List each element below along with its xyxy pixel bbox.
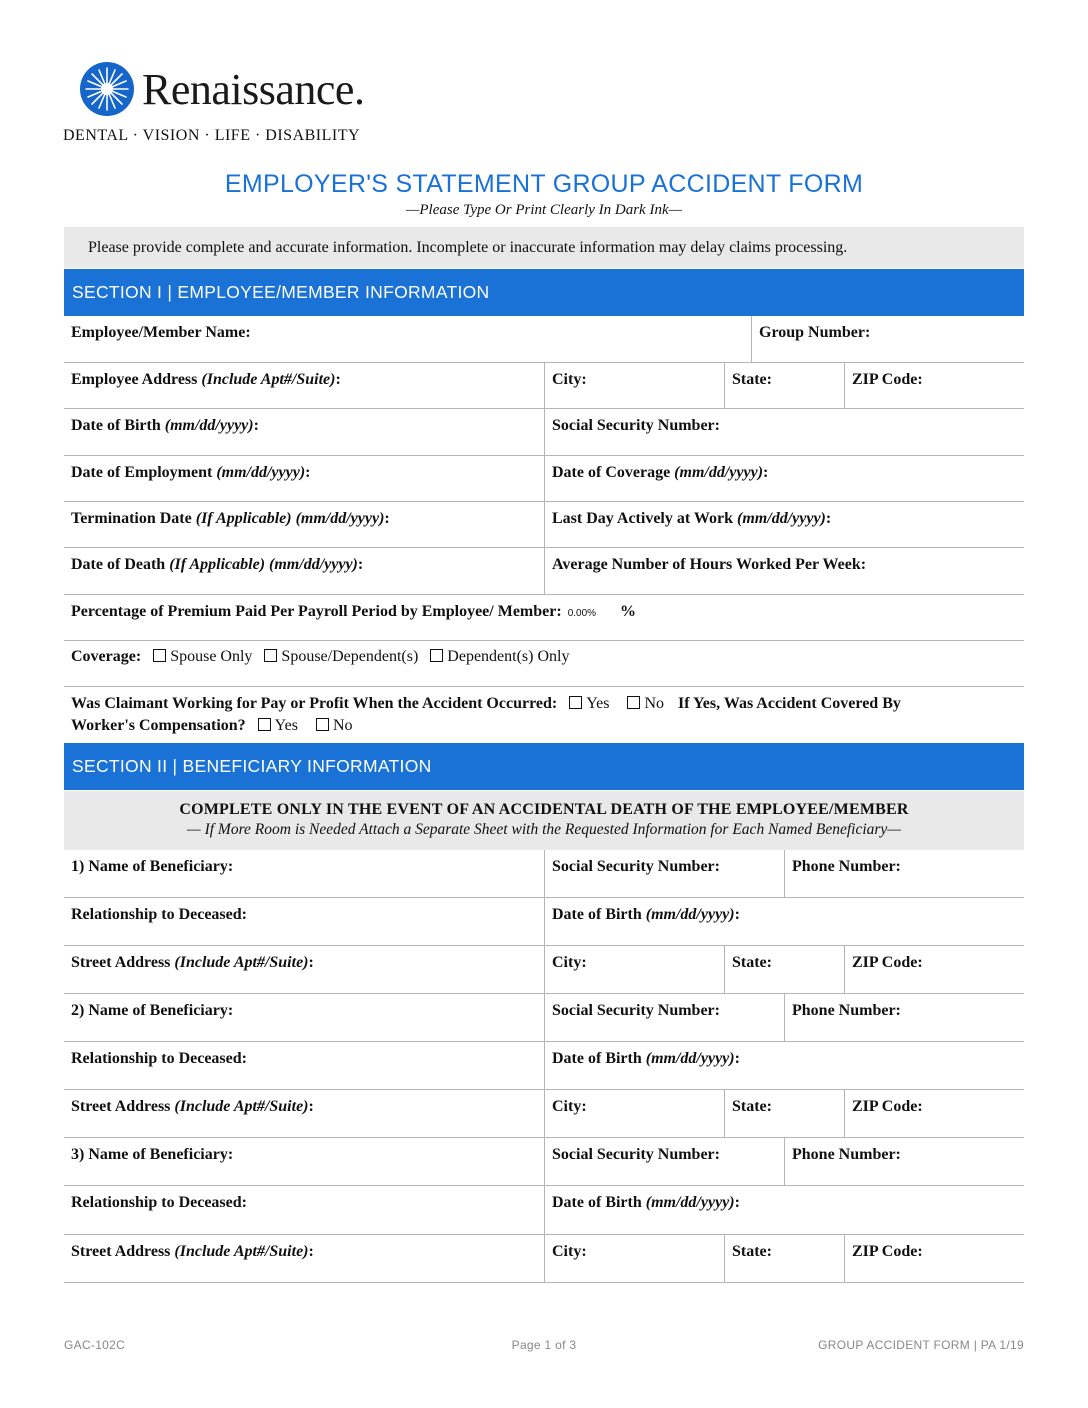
last-day-worked-field[interactable]: Last Day Actively at Work (mm/dd/yyyy): (544, 502, 1024, 547)
form-row-working (64, 687, 1024, 742)
checkbox-dependents-only[interactable] (430, 649, 443, 662)
beneficiary-1-street-field[interactable]: Street Address (Include Apt#/Suite): (71, 954, 314, 971)
instructions-notice: Please provide complete and accurate information. Incomplete or inaccurate information may delay claims processing. (64, 227, 1024, 268)
tagline: DENTAL · VISION · LIFE · DISABILITY (63, 127, 361, 144)
field-label: Average Number of Hours Worked Per Week: (552, 556, 867, 573)
field-hint: (Include Apt#/Suite) (174, 1098, 309, 1115)
company-logo (80, 62, 364, 116)
field-label: Social Security Number: (552, 1146, 720, 1163)
field-label: Date of Employment (71, 464, 213, 481)
field-hint: (Include Apt#/Suite) (174, 954, 309, 971)
page-title: EMPLOYER'S STATEMENT GROUP ACCIDENT FORM (224, 170, 864, 198)
form-row-death (64, 548, 1024, 595)
field-label: Relationship to Deceased: (71, 1050, 247, 1067)
field-label: Street Address (71, 1243, 171, 1260)
field-hint: (Include Apt#/Suite) (174, 1243, 309, 1260)
note-heading: COMPLETE ONLY IN THE EVENT OF AN ACCIDENTAL DEATH OF THE EMPLOYEE/MEMBER (179, 801, 909, 818)
beneficiary-2-name-field[interactable] (64, 994, 544, 1041)
field-label: Worker's Compensation? (71, 717, 246, 734)
field-label: If Yes, Was Accident Covered By (678, 695, 901, 712)
field-label: State: (732, 1098, 772, 1115)
section-2-header: SECTION II | BENEFICIARY INFORMATION (64, 743, 1024, 790)
option-label: Dependent(s) Only (447, 648, 570, 665)
beneficiary-3-phone-field[interactable] (784, 1138, 1024, 1185)
beneficiary-3-zip-field[interactable] (844, 1235, 1024, 1282)
field-label: Group Number: (759, 324, 871, 341)
beneficiary-2-zip-field[interactable] (844, 1090, 1024, 1137)
beneficiary-1-phone-field[interactable] (784, 850, 1024, 897)
beneficiary-1-row-address (64, 946, 1024, 994)
field-hint: (mm/dd/yyyy) (737, 510, 826, 527)
beneficiary-1-relationship-field[interactable] (64, 898, 544, 945)
field-label: Relationship to Deceased: (71, 906, 247, 923)
city-field[interactable] (544, 363, 724, 408)
field-label: City: (552, 371, 587, 388)
field-label: City: (552, 1098, 587, 1115)
field-label: Termination Date (71, 510, 192, 527)
field-hint: (mm/dd/yyyy) (645, 906, 735, 923)
beneficiary-2-relationship-field[interactable] (64, 1042, 544, 1089)
working-question (64, 687, 1024, 742)
employee-address-field[interactable]: Employee Address (Include Apt#/Suite): (71, 371, 341, 388)
checkbox-working-no[interactable] (627, 696, 640, 709)
beneficiary-2-phone-field[interactable] (784, 994, 1024, 1041)
beneficiary-3-relationship-field[interactable] (64, 1186, 544, 1234)
state-field[interactable] (724, 363, 844, 408)
field-label: Date of Birth (71, 417, 161, 434)
beneficiary-1-ssn-field[interactable] (544, 850, 784, 897)
field-label: Date of Birth (552, 1194, 642, 1211)
field-label: 1) Name of Beneficiary: (71, 858, 234, 875)
beneficiary-3-name-field[interactable] (64, 1138, 544, 1185)
percent-sign: % (620, 603, 637, 620)
checkbox-spouse-only[interactable] (153, 649, 166, 662)
beneficiary-3-ssn-field[interactable] (544, 1138, 784, 1185)
note-subtext: — If More Room is Needed Attach a Separate Sheet with the Requested Information for Each Named Beneficiary— (186, 821, 902, 838)
field-label: ZIP Code: (852, 954, 923, 971)
logo-wordmark: Renaissance. (142, 64, 365, 114)
zip-field[interactable] (844, 363, 1024, 408)
field-hint: (Include Apt#/Suite) (201, 371, 336, 388)
coverage-options (64, 641, 1024, 686)
hours-worked-field[interactable] (544, 548, 1024, 594)
beneficiary-2-street-field[interactable]: Street Address (Include Apt#/Suite): (71, 1098, 314, 1115)
field-hint: (mm/dd/yyyy) (645, 1050, 735, 1067)
field-label: Phone Number: (792, 858, 901, 875)
footer-form-code: GAC-102C (64, 1338, 126, 1352)
beneficiary-1-row-relationship (64, 898, 1024, 946)
beneficiary-2-row-name (64, 994, 1024, 1042)
field-label: Phone Number: (792, 1002, 901, 1019)
beneficiary-3-dob-field[interactable]: Date of Birth (mm/dd/yyyy): (544, 1186, 1024, 1234)
checkbox-working-yes[interactable] (569, 696, 582, 709)
page-subtitle: —Please Type Or Print Clearly In Dark Ink— (406, 202, 682, 218)
field-label: State: (732, 954, 772, 971)
field-label: Employee/Member Name: (71, 324, 251, 341)
beneficiary-2-row-relationship (64, 1042, 1024, 1090)
beneficiary-3-street-field[interactable]: Street Address (Include Apt#/Suite): (71, 1243, 314, 1260)
field-label: Street Address (71, 954, 171, 971)
field-hint: (mm/dd/yyyy) (674, 464, 764, 481)
beneficiary-3-state-field[interactable] (724, 1235, 844, 1282)
field-hint: (mm/dd/yyyy) (216, 464, 306, 481)
sunburst-icon (80, 62, 134, 116)
field-label: Social Security Number: (552, 417, 720, 434)
field-label: Employee Address (71, 371, 198, 388)
premium-percentage-field[interactable] (64, 595, 1024, 640)
field-label: Street Address (71, 1098, 171, 1115)
date-of-employment-field[interactable]: Date of Employment (mm/dd/yyyy): (71, 464, 311, 481)
beneficiary-1-dob-field[interactable]: Date of Birth (mm/dd/yyyy): (544, 898, 1024, 945)
beneficiary-2-row-address (64, 1090, 1024, 1138)
field-label: ZIP Code: (852, 1243, 923, 1260)
field-label: 2) Name of Beneficiary: (71, 1002, 234, 1019)
field-label: Date of Birth (552, 1050, 642, 1067)
beneficiary-1-row-name (64, 850, 1024, 898)
beneficiary-2-state-field[interactable] (724, 1090, 844, 1137)
group-number-field[interactable] (751, 316, 1024, 362)
field-label: State: (732, 1243, 772, 1260)
beneficiary-3-row-relationship (64, 1186, 1024, 1235)
field-label: ZIP Code: (852, 1098, 923, 1115)
field-label: Date of Birth (552, 906, 642, 923)
beneficiary-1-zip-field[interactable] (844, 946, 1024, 993)
ssn-field[interactable] (544, 409, 1024, 455)
beneficiary-3-row-address (64, 1235, 1024, 1283)
option-label: Spouse Only (170, 648, 253, 665)
field-label: ZIP Code: (852, 371, 923, 388)
field-label: City: (552, 954, 587, 971)
form-row-coverage (64, 641, 1024, 687)
option-label: No (332, 717, 353, 734)
form-row-premium (64, 595, 1024, 641)
premium-value[interactable]: 0.00% (567, 608, 597, 619)
field-label: Was Claimant Working for Pay or Profit When the Accident Occurred: (71, 695, 558, 712)
footer-form-id: GROUP ACCIDENT FORM | PA 1/19 (818, 1338, 1024, 1352)
form-row-employment (64, 456, 1024, 502)
field-hint: (If Applicable) (mm/dd/yyyy) (169, 556, 358, 573)
field-label: Date of Death (71, 556, 166, 573)
form-row-name (64, 316, 1024, 363)
beneficiary-3-row-name (64, 1138, 1024, 1186)
field-hint: (mm/dd/yyyy) (645, 1194, 735, 1211)
beneficiary-1-name-field[interactable] (64, 850, 544, 897)
form-row-dob (64, 409, 1024, 456)
option-label: Spouse/Dependent(s) (281, 648, 419, 665)
beneficiary-1-state-field[interactable] (724, 946, 844, 993)
beneficiary-2-ssn-field[interactable] (544, 994, 784, 1041)
checkbox-wc-no[interactable] (316, 718, 329, 731)
beneficiary-1-city-field[interactable] (544, 946, 724, 993)
option-label: Yes (586, 695, 610, 712)
field-label: Phone Number: (792, 1146, 901, 1163)
field-label: Social Security Number: (552, 1002, 720, 1019)
date-of-death-field[interactable]: Date of Death (If Applicable) (mm/dd/yyyy): (71, 556, 364, 573)
termination-date-field[interactable]: Termination Date (If Applicable) (mm/dd/yyyy): (71, 510, 390, 527)
field-label: State: (732, 371, 772, 388)
field-label: Coverage: (71, 648, 142, 665)
footer-page-number: Page 1 of 3 (511, 1338, 577, 1352)
beneficiary-note (64, 791, 1024, 850)
option-label: Yes (274, 717, 298, 734)
field-hint: (mm/dd/yyyy) (164, 417, 254, 434)
field-label: Social Security Number: (552, 858, 720, 875)
date-of-coverage-field[interactable]: Date of Coverage (mm/dd/yyyy): (544, 456, 1024, 501)
beneficiary-2-dob-field[interactable]: Date of Birth (mm/dd/yyyy): (544, 1042, 1024, 1089)
option-label: No (644, 695, 665, 712)
field-label: Relationship to Deceased: (71, 1194, 247, 1211)
form-row-termination (64, 502, 1024, 548)
field-hint: (If Applicable) (mm/dd/yyyy) (195, 510, 385, 527)
section-1-header: SECTION I | EMPLOYEE/MEMBER INFORMATION (64, 269, 1024, 316)
field-label: Date of Coverage (552, 464, 671, 481)
beneficiary-3-city-field[interactable] (544, 1235, 724, 1282)
field-label: Percentage of Premium Paid Per Payroll Period by Employee/ Member: (71, 603, 562, 620)
field-label: Last Day Actively at Work (552, 510, 734, 527)
form-row-address (64, 363, 1024, 409)
beneficiary-2-city-field[interactable] (544, 1090, 724, 1137)
checkbox-wc-yes[interactable] (258, 718, 271, 731)
dob-field[interactable]: Date of Birth (mm/dd/yyyy): (71, 417, 259, 434)
field-label: City: (552, 1243, 587, 1260)
field-label: 3) Name of Beneficiary: (71, 1146, 234, 1163)
employee-name-field[interactable] (64, 316, 751, 362)
checkbox-spouse-dependents[interactable] (264, 649, 277, 662)
